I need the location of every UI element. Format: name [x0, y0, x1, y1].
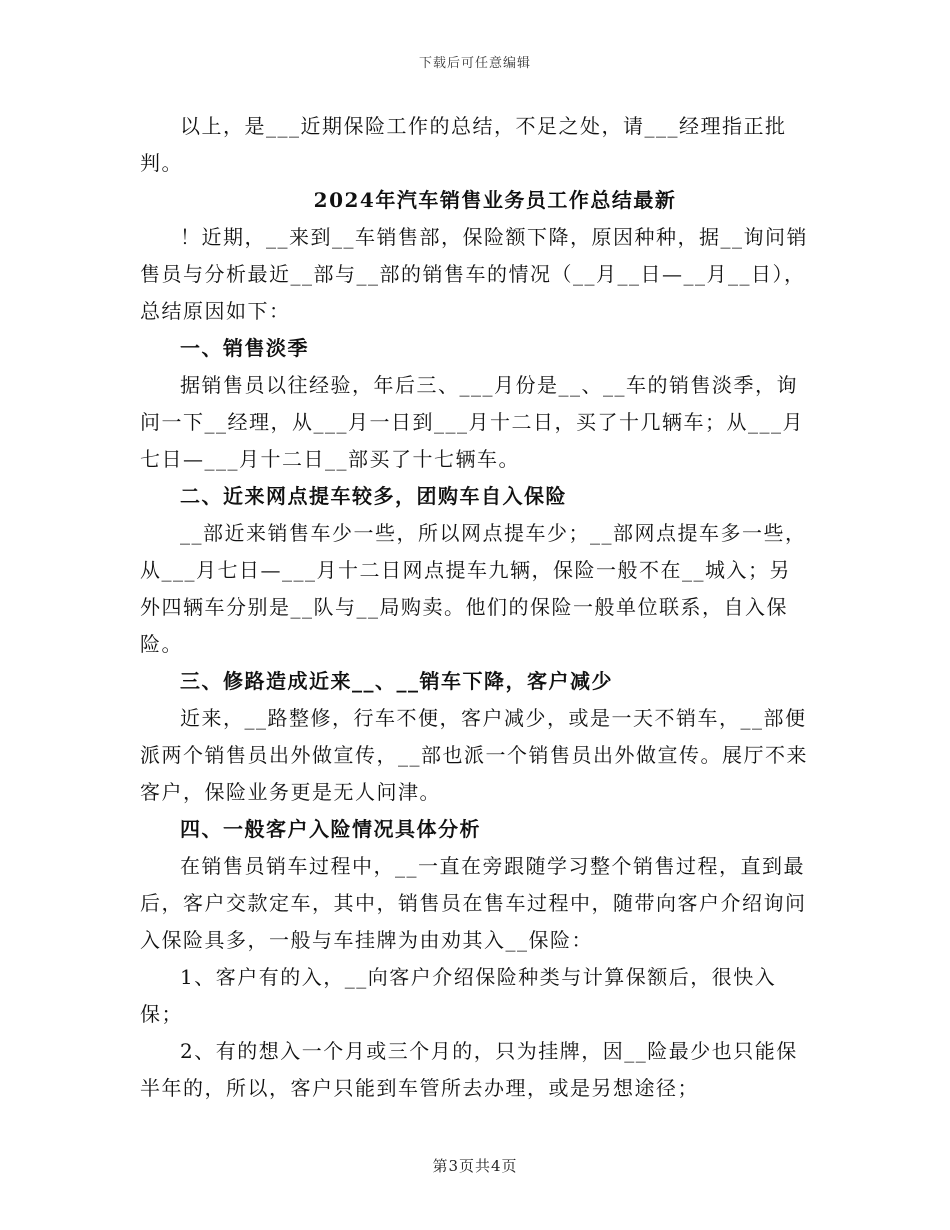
document-body: [140, 108, 810, 1107]
section-paragraph-2: __部近来销售车少一些，所以网点提车少；__部网点提车多一些，从___月七日—___月十二日网点提车九辆，保险一般不在__城入；另外四辆车分别是__队与__局购卖。他们的保险一般单位联系，自入保险。: [140, 521, 807, 656]
section-heading-3: 三、修路造成近来__、__销车下降，客户减少: [180, 669, 613, 693]
section-heading-2: 二、近来网点提车较多，团购车自入保险: [180, 484, 567, 508]
list-item-2: 2、有的想入一个月或三个月的，只为挂牌，因__险最少也只能保半年的，所以，客户只能到车管所去办理，或是另想途径；: [140, 1039, 798, 1100]
section-paragraph-4: 在销售员销车过程中，__一直在旁跟随学习整个销售过程，直到最后，客户交款定车，其中，销售员在售车过程中，随带向客户介绍询问入保险具多，一般与车挂牌为由劝其入__保险：: [140, 854, 807, 952]
document-title: 2024年汽车销售业务员工作总结最新: [313, 188, 677, 212]
section-heading-1: 一、销售淡季: [180, 336, 309, 360]
intro-paragraph: ！近期，__来到__车销售部，保险额下降，原因种种，据__询问销售员与分析最近__部与__部的销售车的情况（__月__日—__月__日），总结原因如下：: [140, 225, 808, 323]
list-item-1: 1、客户有的入，__向客户介绍保险种类与计算保额后，很快入保；: [140, 965, 777, 1026]
section-paragraph-1: 据销售员以往经验，年后三、___月份是__、__车的销售淡季，询问一下__经理，从___月一日到___月十二日，买了十几辆车；从___月七日—___月十二日__部买了十七辆车。: [140, 373, 804, 471]
closing-paragraph: 以上，是___近期保险工作的总结，不足之处，请___经理指正批判。: [140, 114, 787, 175]
section-paragraph-3: 近来，__路整修，行车不便，客户减少，或是一天不销车，__部便派两个销售员出外做宣传，__部也派一个销售员出外做宣传。展厅不来客户，保险业务更是无人问津。: [140, 706, 808, 804]
section-heading-4: 四、一般客户入险情况具体分析: [180, 817, 481, 841]
page-footer: 第3页共4页: [432, 1157, 518, 1175]
page-header: 下载后可任意编辑: [418, 56, 531, 71]
